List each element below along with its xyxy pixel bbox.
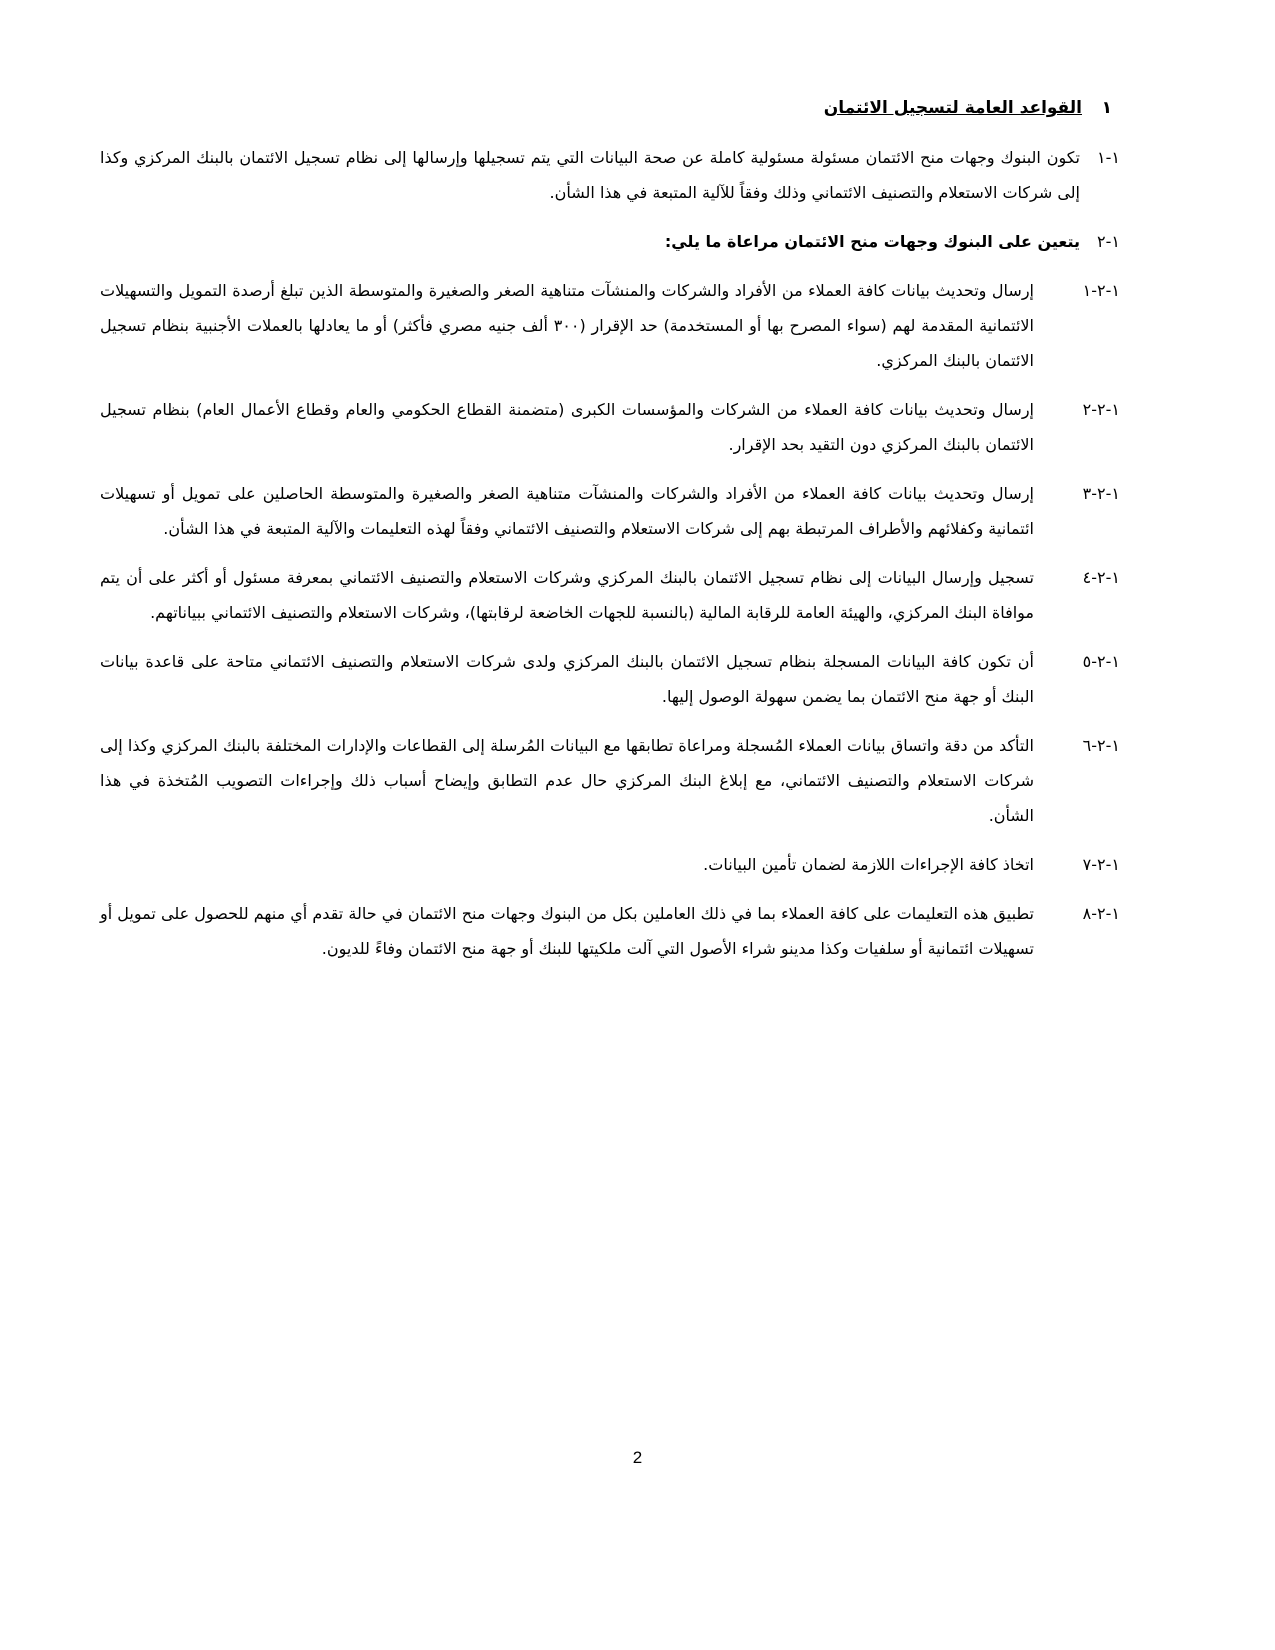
section-title: القواعد العامة لتسجيل الائتمان <box>823 98 1082 118</box>
list-item-number: ١-٢-٤ <box>1082 568 1120 587</box>
list-item-text: اتخاذ كافة الإجراءات اللازمة لضمان تأمين البيانات. <box>703 855 1034 874</box>
paragraph-text: تكون البنوك وجهات منح الائتمان مسئولة مسئولية كاملة عن صحة البيانات التي يتم تسجيلها وإرسالها إلى نظام تسجيل الائتمان بالبنك المركزي وكذا إلى شركات الاستعلام والتصنيف الائتماني وذلك وفقاً للآلية المتبعة في هذا الشأن. <box>100 148 1080 202</box>
document-body <box>100 98 1120 980</box>
list-item <box>100 896 1120 966</box>
list-item-number: ١-٢-٥ <box>1082 652 1120 671</box>
list-item <box>100 644 1120 714</box>
list-item <box>100 560 1120 630</box>
section-number: ١ <box>1101 98 1112 118</box>
list-item-text: إرسال وتحديث بيانات كافة العملاء من الشركات والمؤسسات الكبرى (متضمنة القطاع الحكومي والعام وقطاع الأعمال العام) بنظام تسجيل الائتمان بالبنك المركزي دون التقيد بحد الإقرار. <box>100 400 1034 454</box>
list-item-text: تطبيق هذه التعليمات على كافة العملاء بما في ذلك العاملين بكل من البنوك وجهات منح الائتمان في حالة تقدم أي منهم للحصول على تمويل أو تسهيلات ائتمانية أو سلفيات وكذا مدينو شراء الأصول التي آلت ملكيتها للبنك أو جهة منح الائتمان وفاءً للديون. <box>100 904 1034 958</box>
list-item <box>100 392 1120 462</box>
list-item-number: ١-٢-٢ <box>1082 400 1120 419</box>
list-item-text: إرسال وتحديث بيانات كافة العملاء من الأفراد والشركات والمنشآت متناهية الصغر والصغيرة والمتوسطة الحاصلين على تمويل أو تسهيلات ائتمانية وكفلائهم والأطراف المرتبطة بهم إلى شركات الاستعلام والتصنيف الائتماني وفقاً لهذه التعليمات والآلية المتبعة في هذا الشأن. <box>100 484 1034 538</box>
list-item <box>100 476 1120 546</box>
paragraph-1-1 <box>100 140 1120 210</box>
paragraph-number: ١-٢ <box>1097 232 1120 251</box>
list-item-number: ١-٢-٦ <box>1082 736 1120 755</box>
list-item-text: التأكد من دقة واتساق بيانات العملاء المُسجلة ومراعاة تطابقها مع البيانات المُرسلة إلى القطاعات والإدارات المختلفة بالبنك المركزي وكذا إلى شركات الاستعلام والتصنيف الائتماني، مع إبلاغ البنك المركزي حال عدم التطابق وإيضاح أسباب ذلك وإجراءات التصويب المُتخذة في هذا الشأن. <box>100 736 1034 825</box>
page-number: 2 <box>632 1448 643 1467</box>
list-item-number: ١-٢-١ <box>1082 281 1120 300</box>
list-item-text: تسجيل وإرسال البيانات إلى نظام تسجيل الائتمان بالبنك المركزي وشركات الاستعلام والتصنيف الائتماني بمعرفة مسئول أو أكثر على أن يتم موافاة البنك المركزي، والهيئة العامة للرقابة المالية (بالنسبة للجهات الخاضعة لرقابتها)، وشركات الاستعلام والتصنيف الائتماني ببياناتهم. <box>100 568 1034 622</box>
paragraph-number: ١-١ <box>1097 148 1120 167</box>
list-item-number: ١-٢-٣ <box>1082 484 1120 503</box>
list-item-number: ١-٢-٧ <box>1082 855 1120 874</box>
list-item-text: إرسال وتحديث بيانات كافة العملاء من الأفراد والشركات والمنشآت متناهية الصغر والصغيرة والمتوسطة الذين تبلغ أرصدة التمويل والتسهيلات الائتمانية المقدمة لهم (سواء المصرح بها أو المستخدمة) حد الإقرار (٣٠٠ ألف جنيه مصري فأكثر) أو ما يعادلها بالعملات الأجنبية بنظام تسجيل الائتمان بالبنك المركزي. <box>100 281 1035 370</box>
list-item <box>100 728 1120 833</box>
list-item <box>100 847 1120 882</box>
paragraph-1-2 <box>100 224 1120 259</box>
list-item-number: ١-٢-٨ <box>1082 904 1120 923</box>
list-item-text: أن تكون كافة البيانات المسجلة بنظام تسجيل الائتمان بالبنك المركزي ولدى شركات الاستعلام والتصنيف الائتماني متاحة على قاعدة بيانات البنك أو جهة منح الائتمان بما يضمن سهولة الوصول إليها. <box>100 652 1034 706</box>
paragraph-text: يتعين على البنوك وجهات منح الائتمان مراعاة ما يلي: <box>664 232 1080 251</box>
section-heading <box>100 98 1120 118</box>
list-item <box>100 273 1120 378</box>
